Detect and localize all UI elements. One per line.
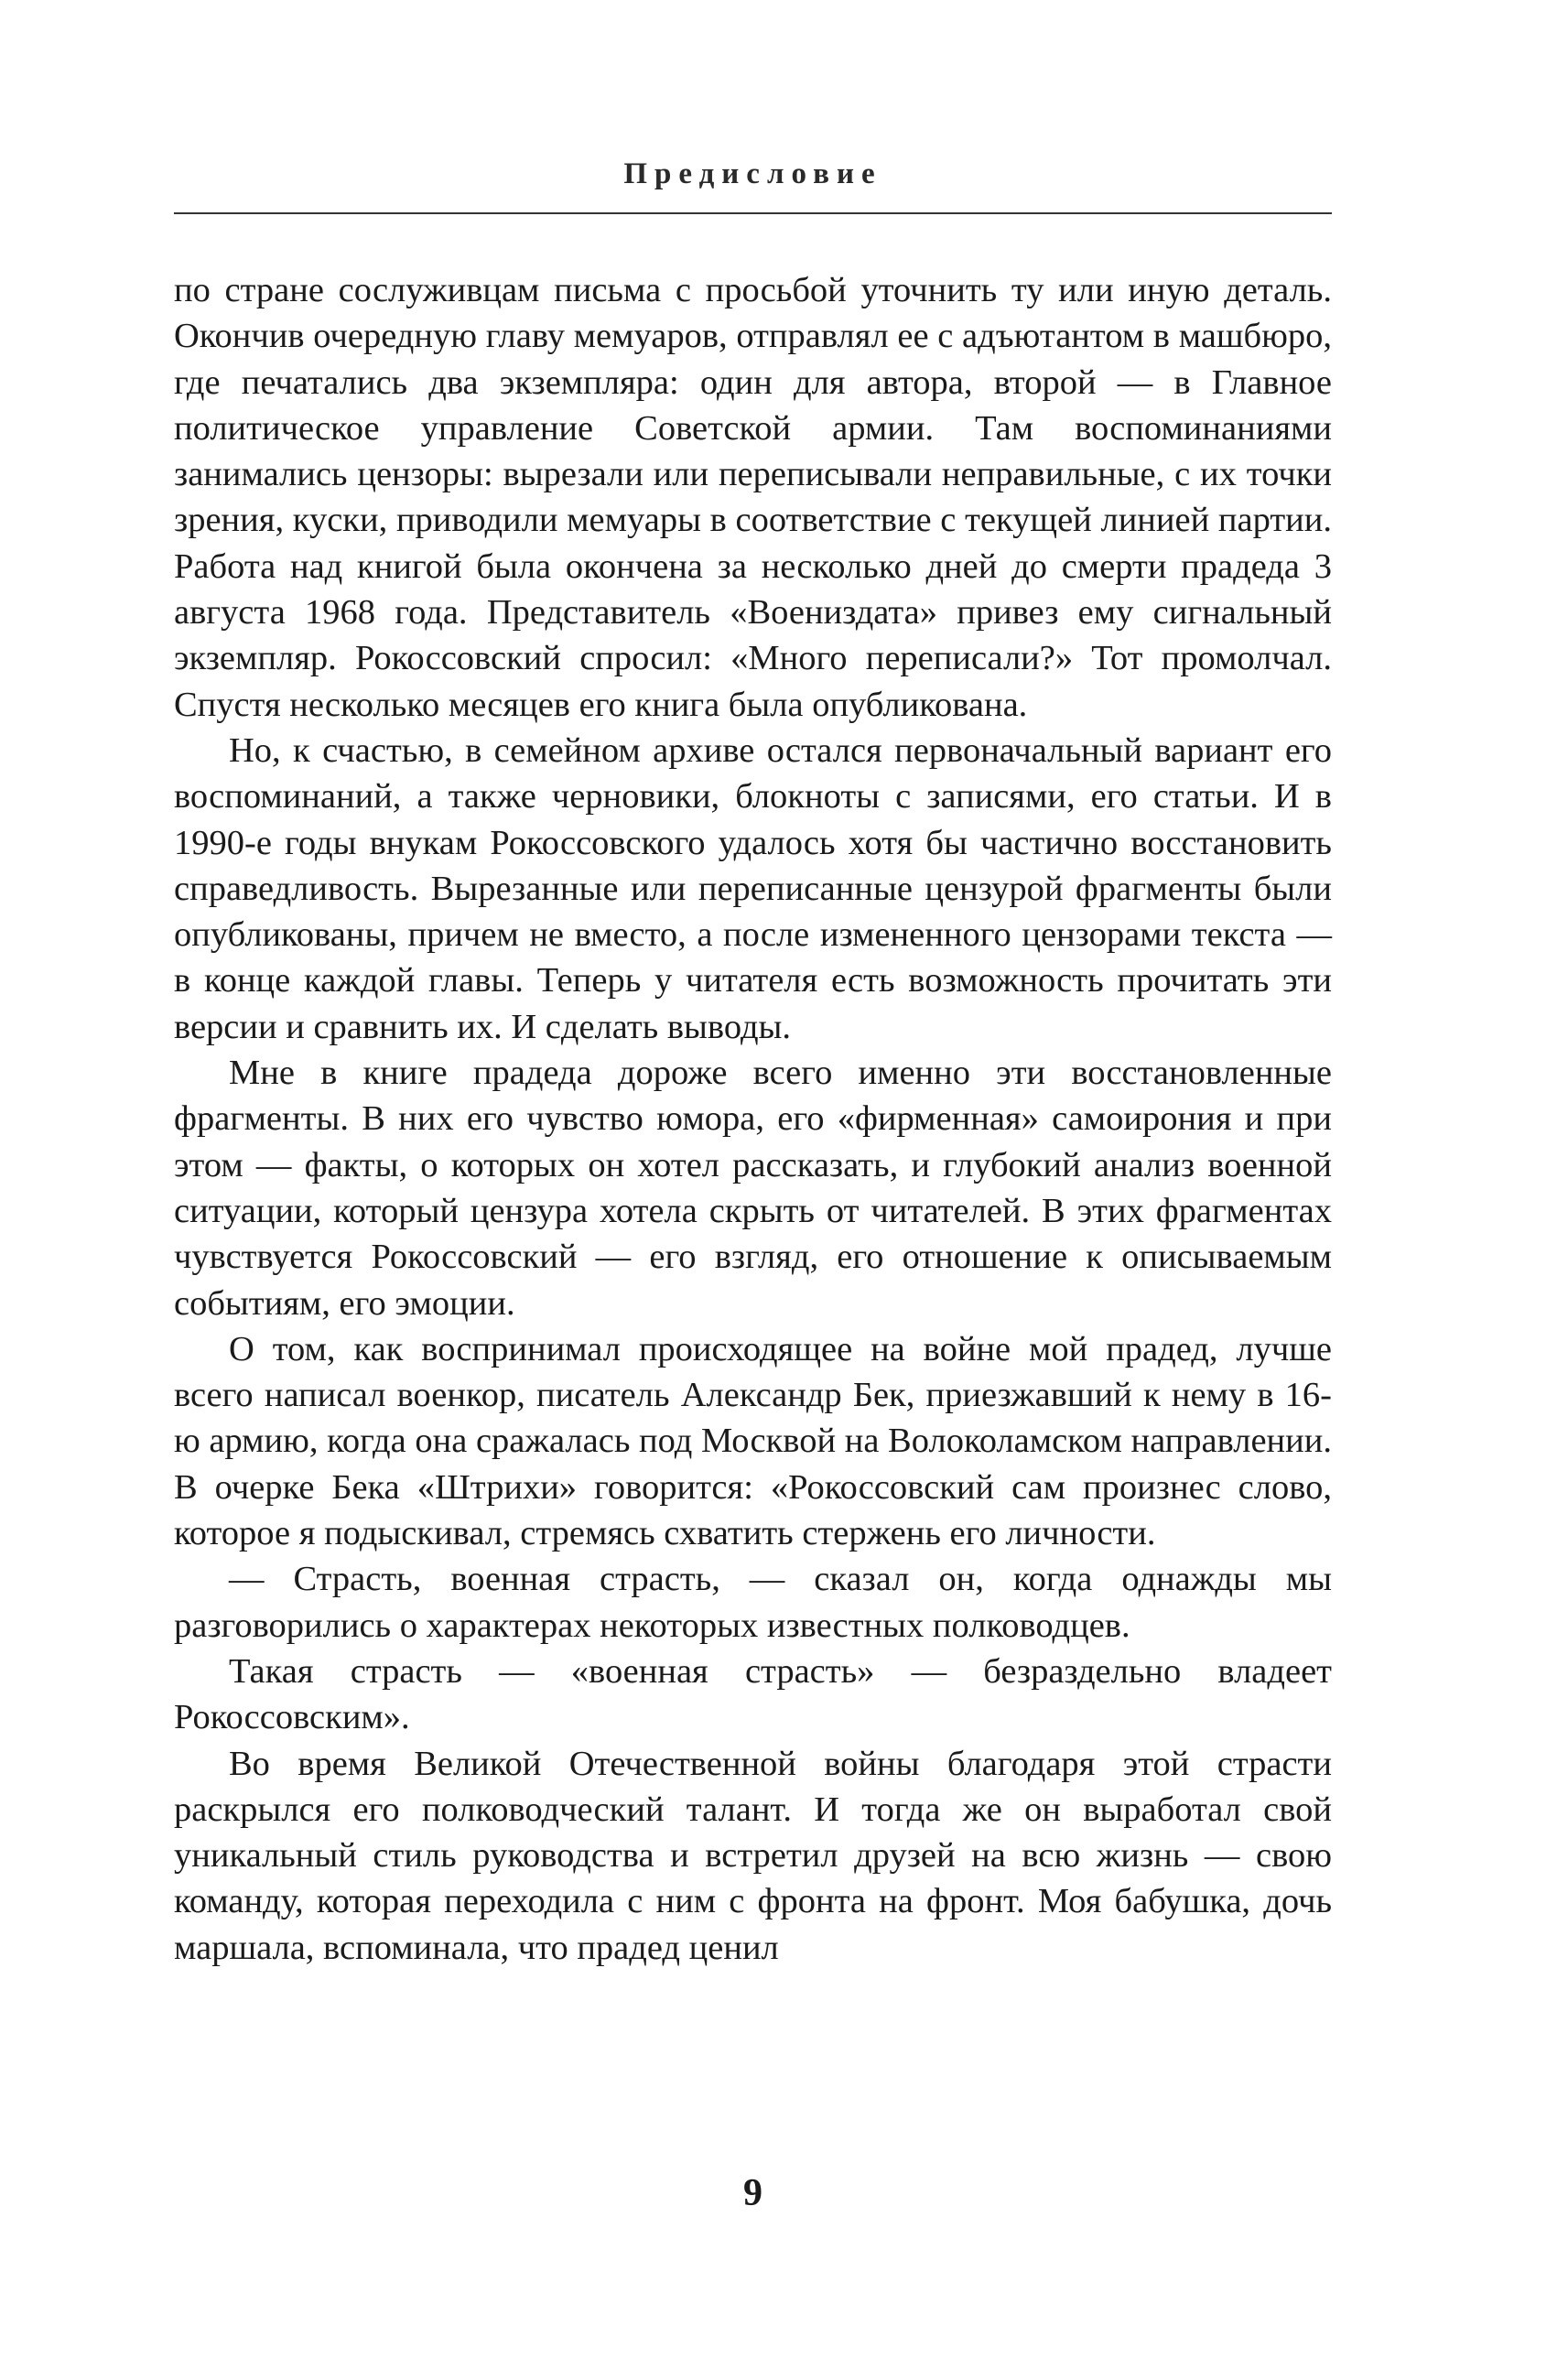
running-head: Предисловие xyxy=(623,157,882,190)
paragraph: Но, к счастью, в семейном архиве остался первоначальный вариант его воспоминаний, а также черновики, блокноты с записями, его статьи. И в 1990-е годы внукам Рокоссовского удалось хотя бы частично восстановить справедливость. Вырезанные или переписанные цензурой фрагменты были опубликованы, причем не вместо, а после измененного цензорами текста — в конце каждой главы. Теперь у читателя есть возможность прочитать эти версии и сравнить их. И сделать выводы. xyxy=(174,730,1332,1046)
page-number: 9 xyxy=(743,2172,762,2214)
body-text xyxy=(174,267,1332,1971)
header-rule xyxy=(174,212,1332,214)
paragraph: О том, как воспринимал происходящее на войне мой прадед, лучше всего написал военкор, писатель Александр Бек, приезжавший к нему в 16-ю армию, когда она сражалась под Москвой на Волоколамском направлении. В очерке Бека «Штрихи» говорится: «Рокоссовский сам произнес слово, которое я подыскивал, стремясь схватить стержень его личности. xyxy=(174,1329,1332,1553)
paragraph-continuation: по стране сослуживцам письма с просьбой уточнить ту или иную деталь. Окончив очередную главу мемуаров, отправлял ее с адъютантом в машбюро, где печатались два экземпляра: один для автора, второй — в Главное политическое управление Советской армии. Там воспоминаниями занимались цензоры: вырезали или переписывали неправильные, с их точки зрения, куски, приводили мемуары в соответствие с текущей линией партии. Работа над книгой была окончена за несколько дней до смерти прадеда 3 августа 1968 года. Представитель «Воениздата» привез ему сигнальный экземпляр. Рокоссовский спросил: «Много переписали?» Тот промолчал. Спустя несколько месяцев его книга была опубликована. xyxy=(174,271,1332,724)
paragraph: Мне в книге прадеда дороже всего именно эти восстановленные фрагменты. В них его чувство юмора, его «фирменная» самоирония и при этом — факты, о которых он хотел рассказать, и глубокий анализ военной ситуации, который цензура хотела скрыть от читателей. В этих фрагментах чувствуется Рокоссовский — его взгляд, его отношение к описываемым событиям, его эмоции. xyxy=(174,1054,1332,1323)
paragraph: Такая страсть — «военная страсть» — безраздельно владеет Рокоссовским». xyxy=(174,1651,1332,1737)
book-page xyxy=(174,0,1332,2379)
paragraph: Во время Великой Отечественной войны благодаря этой страсти раскрылся его полководческий талант. И тогда же он выработал свой уникальный стиль руководства и встретил друзей на всю жизнь — свою команду, которая переходила с ним с фронта на фронт. Моя бабушка, дочь маршала, вспоминала, что прадед ценил xyxy=(174,1744,1332,1967)
paragraph: — Страсть, военная страсть, — сказал он, когда однажды мы разговорились о характерах некоторых известных полководцев. xyxy=(174,1560,1332,1645)
